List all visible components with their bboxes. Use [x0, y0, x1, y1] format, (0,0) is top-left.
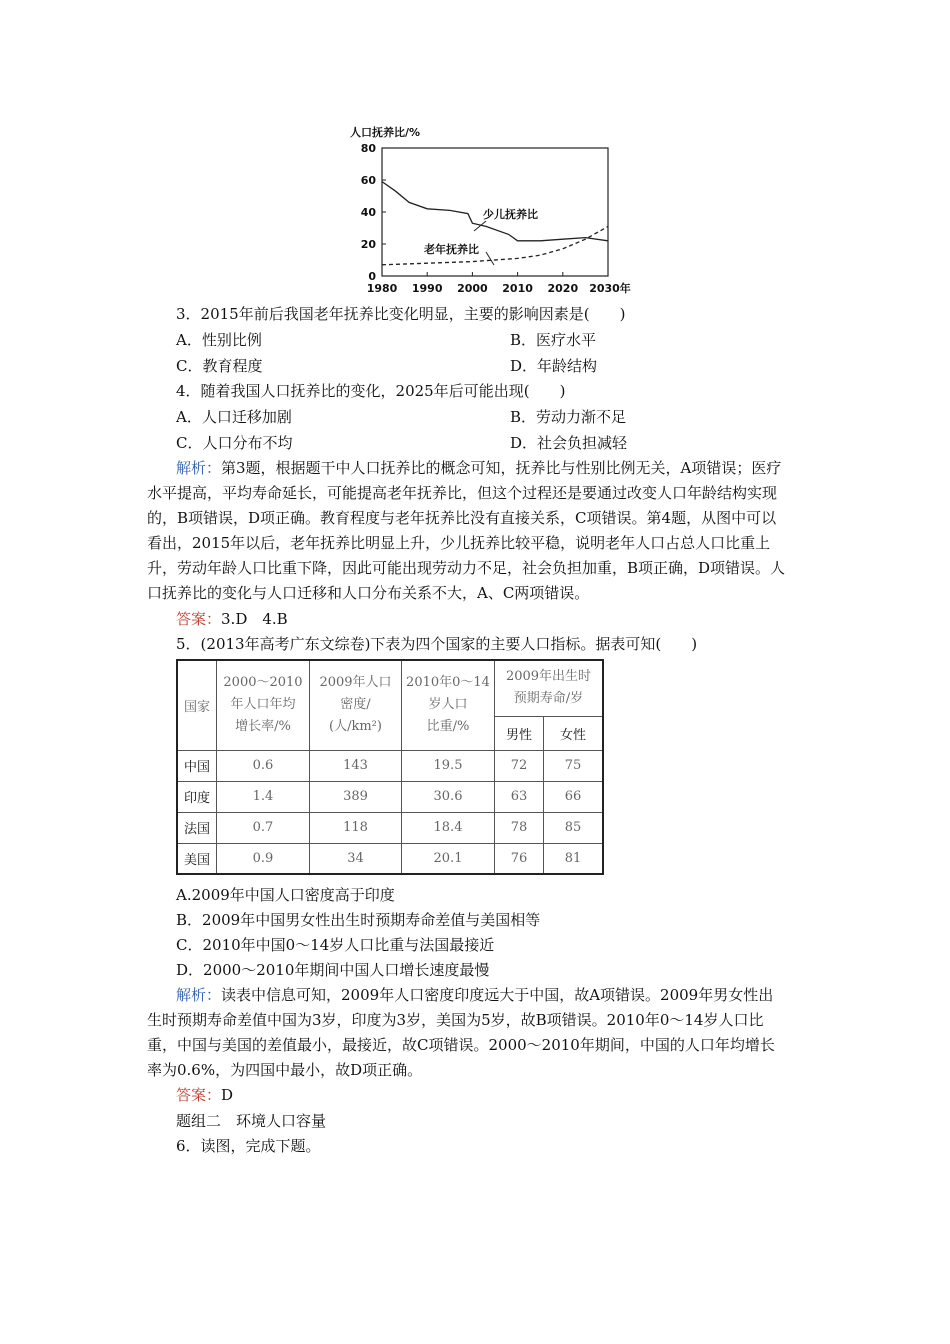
q5-option-d: D．2000～2010年期间中国人口增长速度最慢	[176, 961, 490, 979]
group-2-title: 题组二 环境人口容量	[176, 1112, 327, 1130]
explanation-1	[147, 456, 787, 606]
cell-youth: 18.4	[402, 812, 495, 843]
answer-2	[176, 1083, 233, 1107]
cell-country: 中国	[177, 750, 217, 781]
dependency-ratio-chart	[336, 118, 636, 300]
header-youth-line: 2010年0～14	[406, 675, 490, 691]
header-density-line: 2009年人口	[319, 675, 392, 691]
cell-density: 118	[310, 812, 402, 843]
cell-female: 85	[544, 812, 604, 843]
y-tick-label: 80	[360, 142, 376, 155]
cell-youth: 30.6	[402, 781, 495, 812]
explanation-1-text: 第3题，根据题干中人口抚养比的概念可知，抚养比与性别比例无关，A项错误；医疗水平提高，平均寿命延长，可能提高老年抚养比，但这个过程还是要通过改变人口年龄结构实现的，B项错误，D项正确。教育程度与老年抚养比没有直接关系，C项错误。第4题，从图中可以看出，2015年以后，老年抚养比明显上升，少儿抚养比较平稳，说明老年人口占总人口比重上升，劳动年龄人口比重下降，因此可能出现劳动力不足，社会负担加重，B项正确，D项错误。人口抚养比的变化与人口迁移和人口分布关系不大，A、C两项错误。	[147, 459, 786, 602]
table-row	[177, 812, 603, 843]
answer-1-label: 答案：	[176, 610, 222, 628]
header-youth-line: 岁人口	[428, 697, 468, 713]
explanation-2-text: 读表中信息可知，2009年人口密度印度远大于中国，故A项错误。2009年男女性出生时预期寿命差值中国为3岁，印度为3岁，美国为5岁，故B项错误。2010年0～14岁人口比重，中国与美国的差值最小，最接近，故C项错误。2000～2010年期间，中国的人口年均增长率为0.6%，为四国中最小，故D项正确。	[147, 986, 775, 1079]
cell-male: 72	[495, 750, 544, 781]
answer-2-label: 答案：	[176, 1086, 222, 1104]
header-life-line: 2009年出生时	[505, 669, 592, 685]
cell-country: 美国	[177, 843, 217, 874]
header-life-line: 预期寿命/岁	[513, 691, 584, 707]
answer-1-text: 3.D 4.B	[221, 610, 288, 628]
q5-option-b: B．2009年中国男女性出生时预期寿命差值与美国相等	[176, 911, 541, 929]
y-axis-label: 人口抚养比/%	[350, 126, 421, 139]
q5-option-c: C．2010年中国0～14岁人口比重与法国最接近	[176, 936, 495, 954]
header-youth-line: 比重/%	[426, 719, 470, 735]
q4-option-b: B．劳动力渐不足	[510, 408, 627, 426]
header-density-line: (人/km²)	[329, 719, 382, 735]
x-tick-label: 2010	[502, 282, 533, 295]
header-female: 女性	[544, 716, 604, 750]
header-country: 国家	[177, 660, 217, 750]
cell-country: 法国	[177, 812, 217, 843]
cell-growth: 1.4	[217, 781, 310, 812]
explanation-2	[147, 983, 787, 1083]
q3-option-b: B．医疗水平	[510, 331, 597, 349]
q4-stem: 4．随着我国人口抚养比的变化，2025年后可能出现( )	[176, 382, 566, 400]
x-tick-label: 2000	[457, 282, 488, 295]
series-label-elderly: 老年抚养比	[424, 243, 479, 256]
header-growth-line: 增长率/%	[235, 719, 291, 735]
cell-female: 75	[544, 750, 604, 781]
label-leader	[486, 252, 494, 265]
table-row	[177, 781, 603, 812]
q6-stem: 6．读图，完成下题。	[176, 1137, 321, 1155]
cell-density: 34	[310, 843, 402, 874]
q5-stem: 5．(2013年高考广东文综卷)下表为四个国家的主要人口指标。据表可知( )	[176, 635, 698, 653]
cell-growth: 0.6	[217, 750, 310, 781]
x-tick-label: 1990	[411, 282, 443, 295]
y-tick-label: 40	[360, 206, 376, 219]
header-density	[310, 660, 402, 750]
cell-male: 63	[495, 781, 544, 812]
cell-female: 81	[544, 843, 604, 874]
cell-male: 78	[495, 812, 544, 843]
y-tick-label: 0	[368, 270, 376, 283]
cell-country: 印度	[177, 781, 217, 812]
header-male: 男性	[495, 716, 544, 750]
y-tick-label: 20	[360, 238, 376, 251]
x-tick-label: 1980	[366, 282, 398, 295]
series-label-children: 少儿抚养比	[483, 208, 538, 221]
q3-option-c: C．教育程度	[176, 357, 263, 375]
q4-option-a: A．人口迁移加剧	[176, 408, 292, 426]
explanation-2-label: 解析：	[176, 986, 222, 1004]
table-row	[177, 843, 603, 874]
q4-option-c: C．人口分布不均	[176, 434, 293, 452]
cell-female: 66	[544, 781, 604, 812]
q3-option-a: A．性别比例	[176, 331, 262, 349]
q4-option-d: D．社会负担减轻	[510, 434, 628, 452]
answer-2-text: D	[221, 1086, 234, 1104]
cell-density: 143	[310, 750, 402, 781]
header-growth-line: 2000～2010	[223, 675, 303, 691]
cell-youth: 20.1	[402, 843, 495, 874]
header-youth	[402, 660, 495, 750]
explanation-1-label: 解析：	[176, 459, 222, 477]
population-table	[176, 659, 604, 875]
series-line-elderly	[382, 226, 608, 264]
q3-stem: 3．2015年前后我国老年抚养比变化明显，主要的影响因素是( )	[176, 305, 626, 323]
cell-density: 389	[310, 781, 402, 812]
cell-male: 76	[495, 843, 544, 874]
q3-option-d: D．年龄结构	[510, 357, 598, 375]
x-tick-label: 2030年	[589, 282, 631, 295]
cell-growth: 0.7	[217, 812, 310, 843]
header-growth	[217, 660, 310, 750]
header-density-line: 密度/	[340, 697, 371, 713]
cell-youth: 19.5	[402, 750, 495, 781]
header-growth-line: 年人口年均	[230, 697, 296, 713]
table-row	[177, 750, 603, 781]
answer-1	[176, 607, 288, 631]
x-tick-label: 2020	[547, 282, 579, 295]
header-life	[495, 660, 604, 716]
y-tick-label: 60	[360, 174, 376, 187]
q5-option-a: A.2009年中国人口密度高于印度	[176, 886, 395, 904]
cell-growth: 0.9	[217, 843, 310, 874]
